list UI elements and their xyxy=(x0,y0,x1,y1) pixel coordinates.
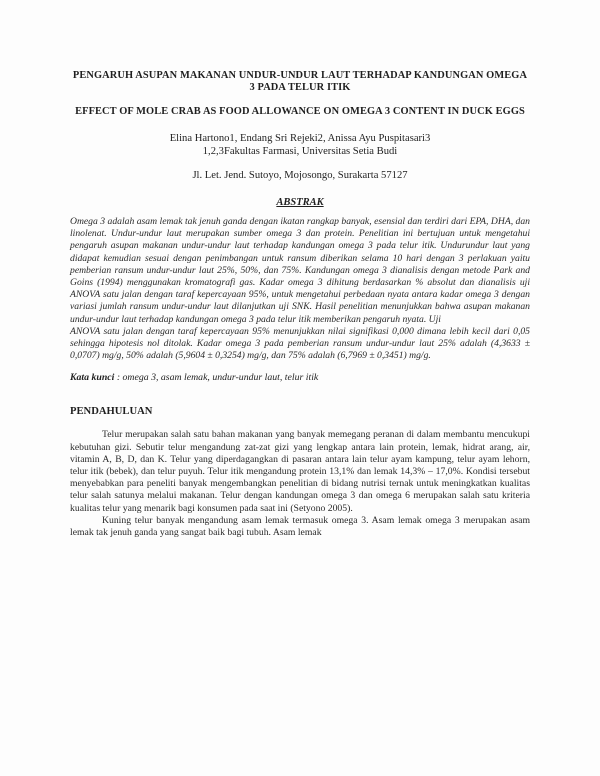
section-heading: PENDAHULUAN xyxy=(70,406,153,418)
abstract-body xyxy=(70,216,530,362)
keywords-line xyxy=(70,372,530,384)
abstract-paragraph: Omega 3 adalah asam lemak tak jenuh ganda dengan ikatan rangkap banyak, esensial dan terdiri dari EPA, DHA, dan linolenat. Undur-undur laut merupakan sumber omega 3 dan protein. Penelitian ini bertujuan untuk mengetahui pengaruh asupan makanan undur-undur laut terhadap kandungan omega 3 pada telur itik. Undurundur laut yang didapat kemudian sesuai dengan penimbangan untuk ransum diberikan selama 10 hari dengan 3 perlakuan yaitu pemberian ransum undur-undur laut 25%, 50%, dan 75%. Kandungan omega 3 dianalisis dengan metode Park and Goins (1994) menggunakan kromatografi gas. Kadar omega 3 dihitung berdasarkan % absolut dan dianalisis uji ANOVA satu jalan dengan taraf kepercayaan 95%, untuk mengetahui perbedaan nyata antara kadar omega 3 dengan variasi jumlah ransum undur-undur laut dilanjutkan uji SNK. Hasil penelitian menunjukkan bahwa asupan makanan undur-undur laut terhadap kandungan omega 3 pada telur itik memberikan pengaruh nyata. Uji xyxy=(70,216,530,325)
author-affiliation: 1,2,3Fakultas Farmasi, Universitas Setia Budi xyxy=(202,146,398,157)
body-paragraph: Telur merupakan salah satu bahan makanan yang banyak memegang peranan di dalam membantu mencukupi kebutuhan gizi. Sebutir telur mengandung zat-zat gizi yang lengkap antara lain protein, lemak, hidrat arang, air, vitamin A, B, D, dan K. Telur yang diperdagangkan di pasaran antara lain telur ayam kampung, telur ayam lehorn, telur itik (bebek), dan telur puyuh. Telur itik mengandung protein 13,1% dan lemak 14,3% – 17,0%. Kondisi tersebut menyebabkan para peneliti banyak mengembangkan penelitian di bidang nutrisi ternak untuk meningkatkan kualitas telur salah satunya melalui makanan. Telur dengan kandungan omega 3 dan omega 6 merupakan salah satu kriteria kualitas telur yang menarik bagi konsumen pada saat ini (Setyono 2005). xyxy=(70,429,530,514)
author-address: Jl. Let. Jend. Sutoyo, Mojosongo, Surakarta 57127 xyxy=(192,170,408,181)
abstract-heading: ABSTRAK xyxy=(276,197,324,208)
section-body xyxy=(70,429,530,539)
authors-block xyxy=(70,132,530,158)
abstract-paragraph: ANOVA satu jalan dengan taraf kepercayaan 95% menunjukkan nilai signifikasi 0,000 dimana lebih kecil dari 0,05 sehingga hipotesis nol ditolak. Kadar omega 3 pada pemberian ransum undur-undur laut 25% adalah (4,3633 ± 0,0707) mg/g, 50% adalah (5,9604 ± 0,3254) mg/g, dan 75% adalah (6,7969 ± 0,3451) mg/g. xyxy=(70,325,530,362)
title-indonesian: PENGARUH ASUPAN MAKANAN UNDUR-UNDUR LAUT TERHADAP KANDUNGAN OMEGA 3 PADA TELUR ITIK xyxy=(72,70,528,93)
keywords-text: : omega 3, asam lemak, undur-undur laut, telur itik xyxy=(114,372,319,384)
keywords-label: Kata kunci xyxy=(70,372,115,384)
body-paragraph: Kuning telur banyak mengandung asam lemak termasuk omega 3. Asam lemak omega 3 merupakan asam lemak tak jenuh ganda yang sangat baik bagi tubuh. Asam lemak xyxy=(70,514,530,539)
author-names: Elina Hartono1, Endang Sri Rejeki2, Anissa Ayu Puspitasari3 xyxy=(169,133,431,144)
title-english: EFFECT OF MOLE CRAB AS FOOD ALLOWANCE ON OMEGA 3 CONTENT IN DUCK EGGS xyxy=(75,106,525,117)
